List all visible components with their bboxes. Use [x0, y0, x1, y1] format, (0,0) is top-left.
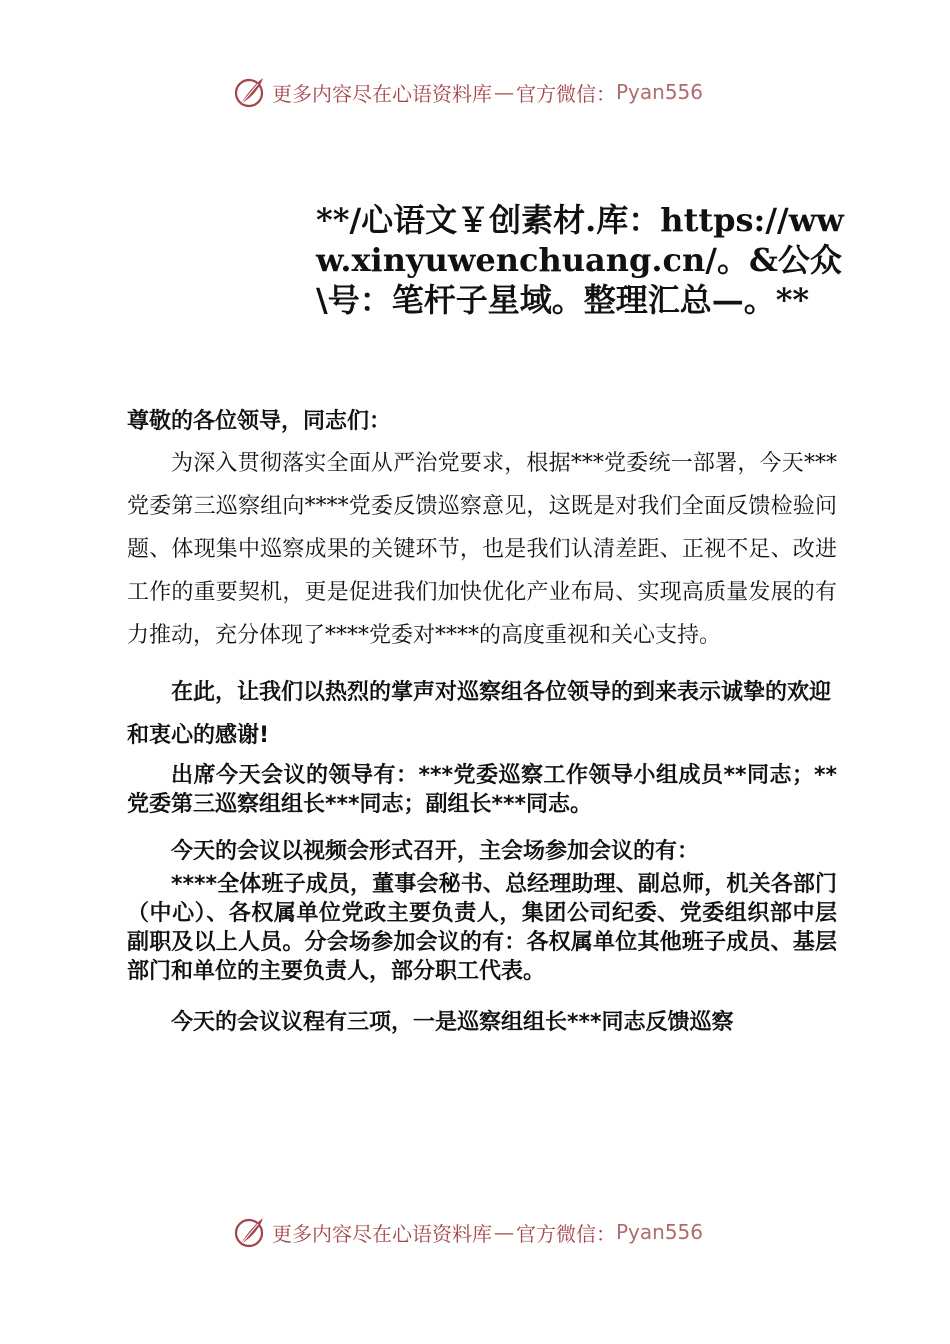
- footer-banner: [232, 1212, 703, 1252]
- paragraph: ****全体班子成员，董事会秘书、总经理助理、副总师，机关各部门（中心）、各权属单位党政主要负责人，集团公司纪委、党委组织部中层副职及以上人员。分会场参加会议的有：各权属单位其他班子成员、基层部门和单位的主要负责人，部分职工代表。: [127, 872, 837, 984]
- document-body: [127, 402, 837, 1037]
- paragraph: 今天的会议以视频会形式召开，主会场参加会议的有：: [171, 839, 700, 864]
- greeting: 尊敬的各位领导，同志们：: [127, 409, 392, 434]
- banner-site-text: 更多内容尽在心语资料库: [272, 1221, 492, 1246]
- banner-separator: —: [494, 1220, 514, 1244]
- banner-wechat-label: 官方微信：: [516, 81, 616, 106]
- banner-wechat-id: Pyan556: [616, 1220, 704, 1244]
- banner-wechat-id: Pyan556: [616, 80, 704, 104]
- banner-site-text: 更多内容尽在心语资料库: [272, 81, 492, 106]
- banner-separator: —: [494, 80, 514, 104]
- paragraph: 出席今天会议的领导有：***党委巡察工作领导小组成员**同志；**党委第三巡察组组长***同志；副组长***同志。: [127, 763, 837, 817]
- header-banner: [232, 72, 703, 112]
- promo-notice: **/心语文￥创素材.库：https://www.xinyuwenchuang.cn/。&公众\号：笔杆子星域。整理汇总—。**: [316, 201, 844, 319]
- paragraph: 在此，让我们以热烈的掌声对巡察组各位领导的到来表示诚挚的欢迎和衷心的感谢!: [127, 680, 832, 748]
- quill-logo-icon: [232, 75, 266, 109]
- paragraph: 今天的会议议程有三项，一是巡察组组长***同志反馈巡察: [171, 1010, 734, 1035]
- banner-wechat-label: 官方微信：: [516, 1221, 616, 1246]
- paragraph: 为深入贯彻落实全面从严治党要求，根据***党委统一部署，今天***党委第三巡察组向****党委反馈巡察意见，这既是对我们全面反馈检验问题、体现集中巡察成果的关键环节，也是我们认清差距、正视不足、改进工作的重要契机，更是促进我们加快优化产业布局、实现高质量发展的有力推动，充分体现了****党委对****的高度重视和关心支持。: [127, 451, 837, 648]
- quill-logo-icon: [232, 1215, 266, 1249]
